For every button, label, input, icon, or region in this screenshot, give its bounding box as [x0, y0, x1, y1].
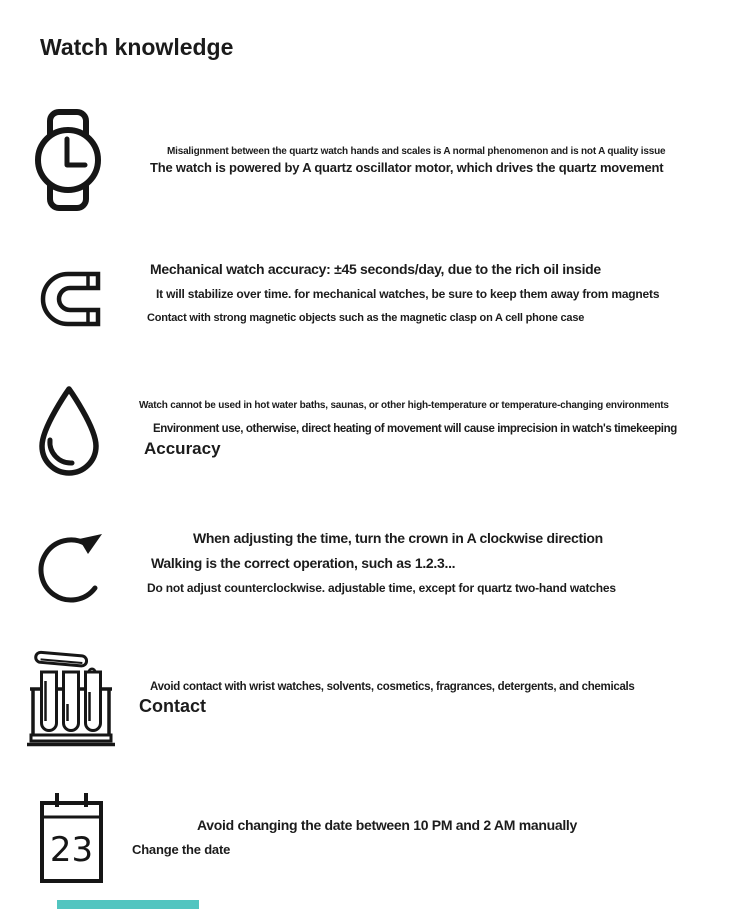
section-text-line: Misalignment between the quartz watch hands and scales is A normal phenomenon and is not A quality issue	[167, 146, 666, 157]
section-text-line: Change the date	[132, 842, 231, 857]
section-text-line: Watch cannot be used in hot water baths, saunas, or other high-temperature or temperature-changing environments	[139, 400, 669, 411]
wristwatch-icon	[33, 108, 103, 212]
section-change-date	[0, 788, 750, 908]
magnet-icon	[36, 266, 106, 332]
section-text-line: It will stabilize over time. for mechanical watches, be sure to keep them away from magnets	[156, 287, 660, 301]
calendar-day-number: 23	[49, 830, 94, 870]
section-text-line: Avoid contact with wrist watches, solvents, cosmetics, fragrances, detergents, and chemicals	[150, 681, 635, 693]
clockwise-arrow-icon	[34, 522, 110, 614]
section-text-line: Do not adjust counterclockwise. adjustable time, except for quartz two-hand watches	[147, 581, 616, 595]
water-drop-icon	[33, 383, 105, 481]
test-tubes-icon	[27, 644, 115, 747]
section-magnet	[0, 258, 750, 378]
section-heading: Contact	[139, 696, 206, 716]
section-quartz-watch	[0, 108, 750, 228]
bottom-accent-bar	[57, 900, 199, 909]
calendar-icon	[39, 790, 104, 885]
section-text-line: When adjusting the time, turn the crown in A clockwise direction	[193, 530, 603, 546]
section-clockwise	[0, 518, 750, 638]
section-text-line: Contact with strong magnetic objects such as the magnetic clasp on A cell phone case	[147, 312, 585, 324]
section-text-line: Mechanical watch accuracy: ±45 seconds/day, due to the rich oil inside	[150, 261, 601, 277]
page-title: Watch knowledge	[40, 34, 234, 60]
section-text-line: Avoid changing the date between 10 PM and 2 AM manually	[197, 817, 577, 833]
section-text-line: Walking is the correct operation, such as 1.2.3...	[151, 555, 456, 571]
section-heading: Accuracy	[144, 439, 221, 458]
section-chemicals	[0, 642, 750, 762]
section-temperature	[0, 380, 750, 500]
section-text-line: The watch is powered by A quartz oscillator motor, which drives the quartz movement	[150, 160, 664, 175]
section-text-line: Environment use, otherwise, direct heating of movement will cause imprecision in watch's timekeeping	[153, 423, 677, 435]
